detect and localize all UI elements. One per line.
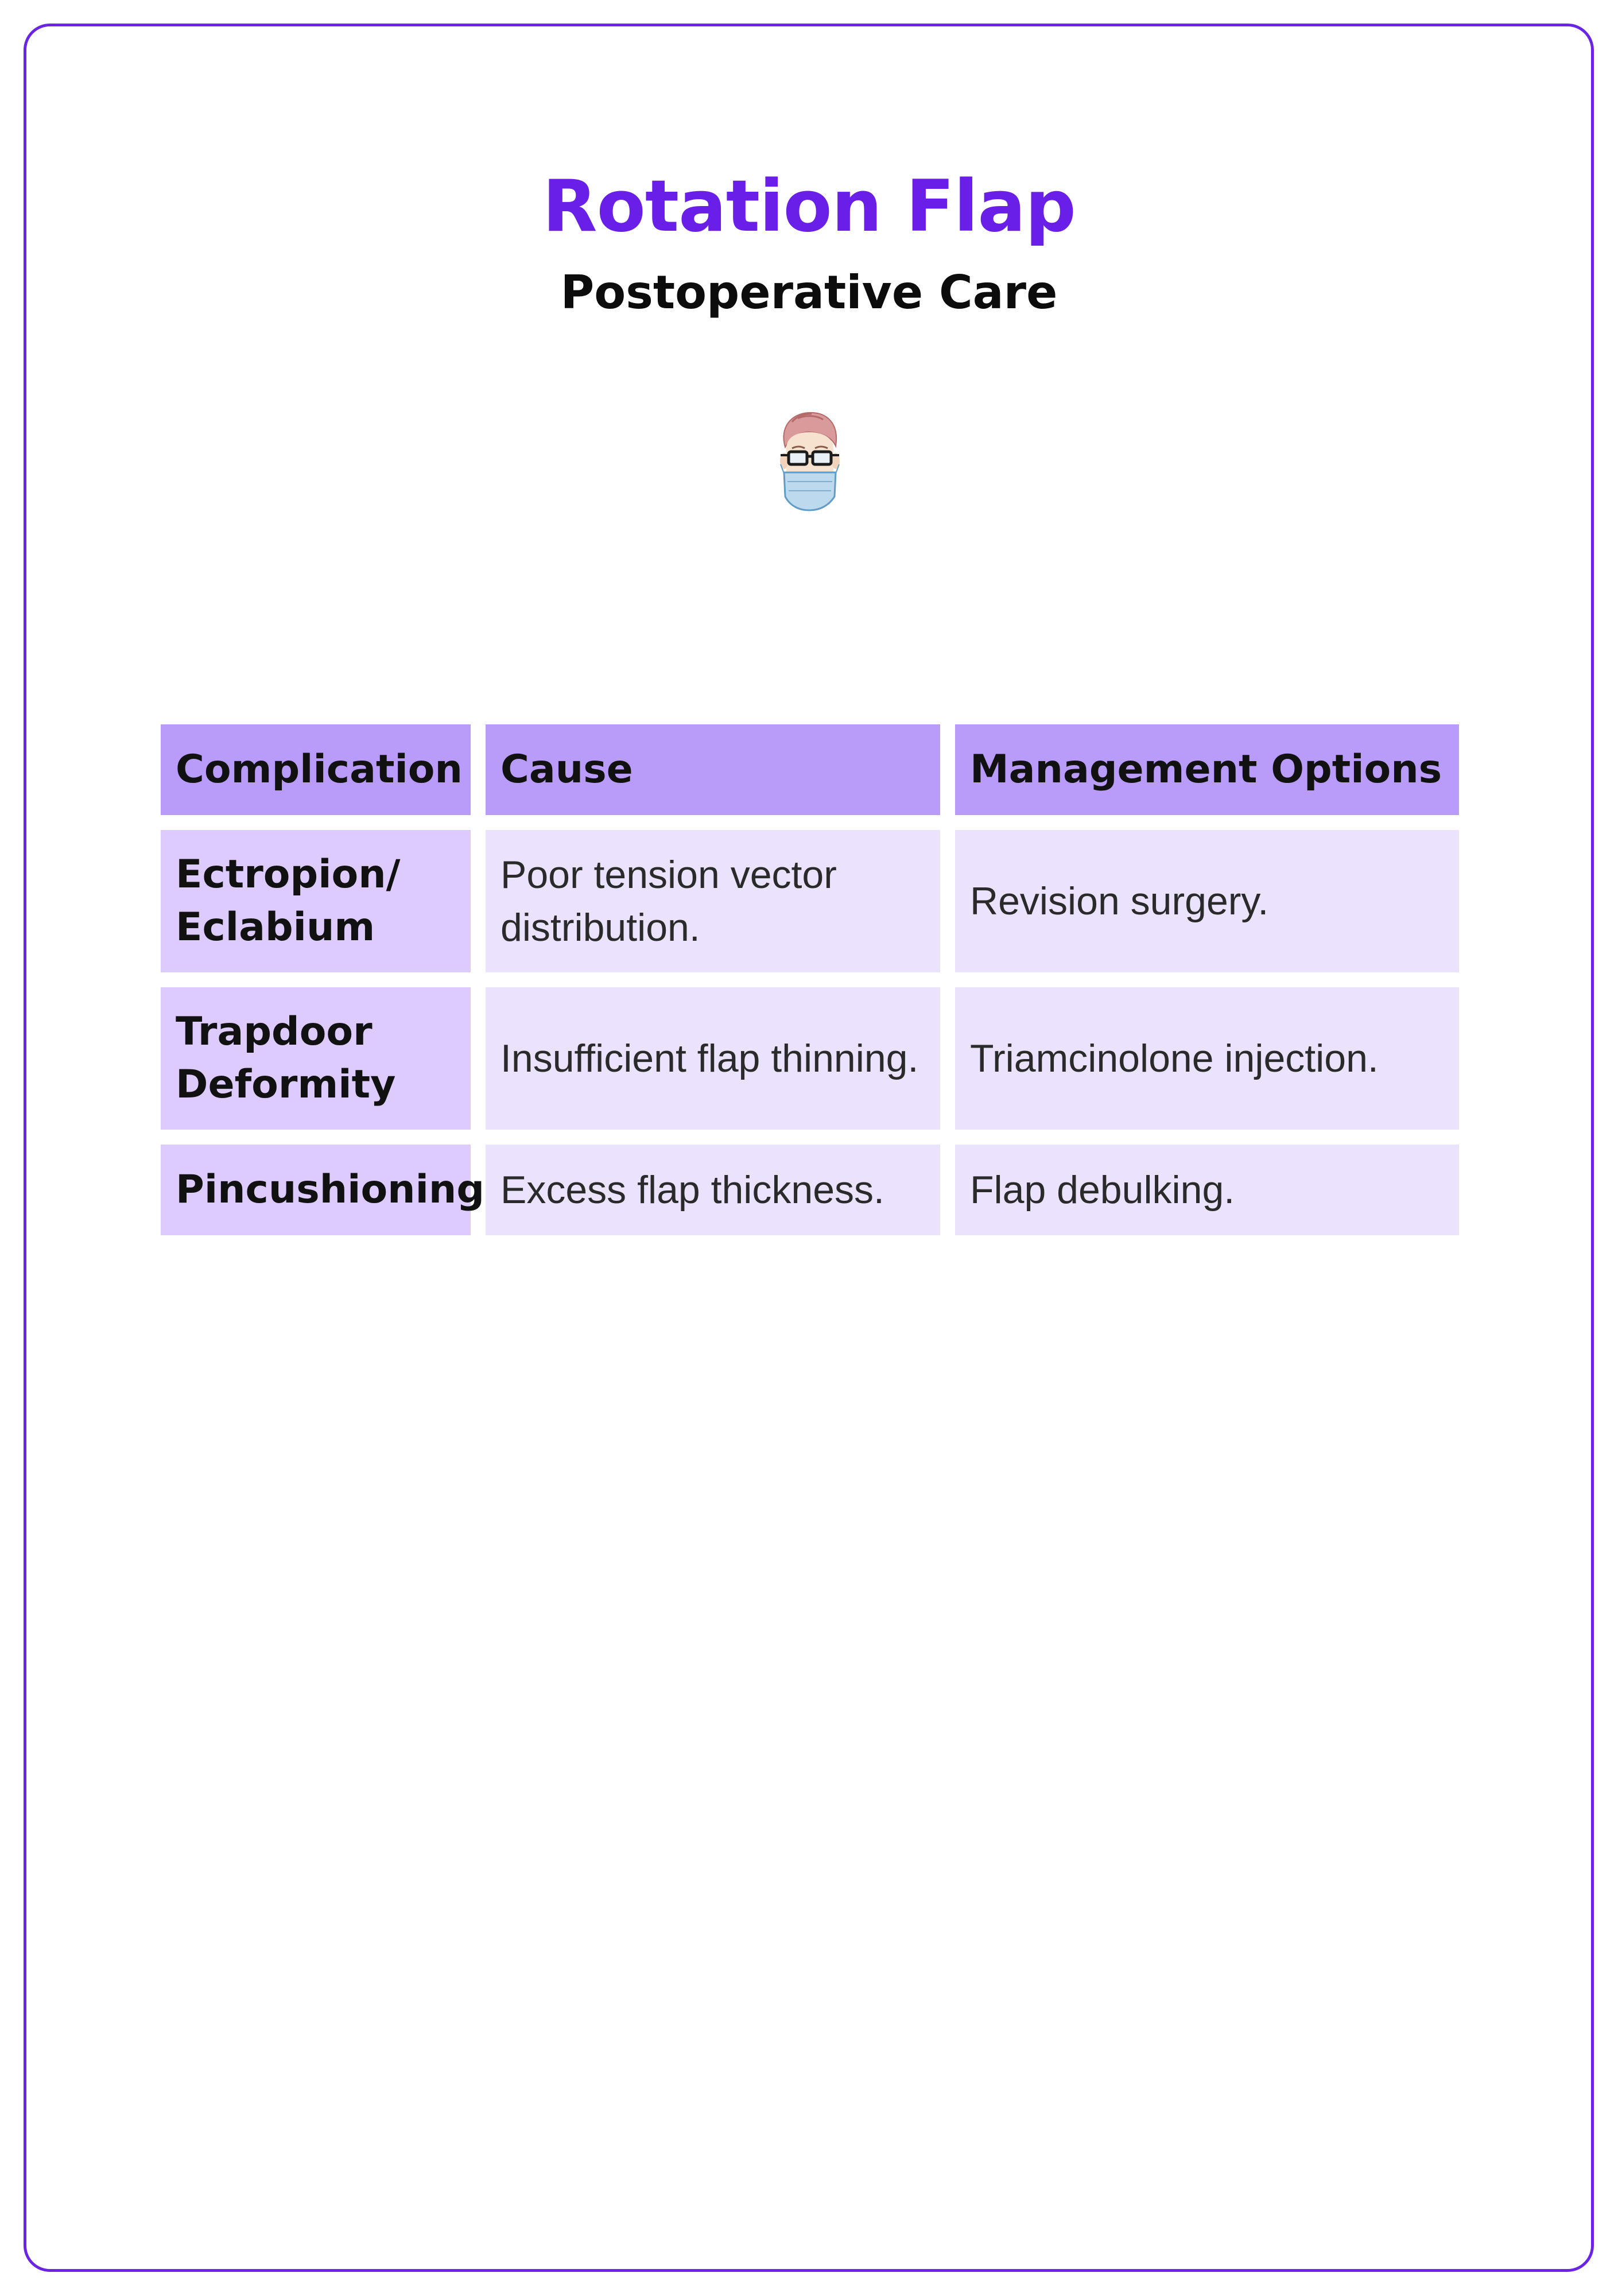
doctor-avatar-icon bbox=[763, 405, 855, 519]
complication-cell: Ectropion/ Eclabium bbox=[161, 830, 471, 972]
complication-cell: Pincushioning bbox=[161, 1145, 471, 1235]
table-row bbox=[161, 1145, 1459, 1235]
page-subtitle: Postoperative Care bbox=[560, 266, 1058, 319]
cause-cell: Excess flap thickness. bbox=[486, 1145, 940, 1235]
table-row bbox=[161, 987, 1459, 1130]
complications-table bbox=[146, 709, 1474, 1250]
cause-cell: Insufficient flap thinning. bbox=[486, 987, 940, 1130]
management-cell: Revision surgery. bbox=[955, 830, 1459, 972]
header-management-options: Management Options bbox=[955, 724, 1459, 815]
management-cell: Triamcinolone injection. bbox=[955, 987, 1459, 1130]
table-row bbox=[161, 830, 1459, 972]
header-complication: Complication bbox=[161, 724, 471, 815]
header-cause: Cause bbox=[486, 724, 940, 815]
page-title: Rotation Flap bbox=[542, 165, 1076, 248]
complication-cell: Trapdoor Deformity bbox=[161, 987, 471, 1130]
management-cell: Flap debulking. bbox=[955, 1145, 1459, 1235]
cause-cell: Poor tension vector distribution. bbox=[486, 830, 940, 972]
table-header-row bbox=[161, 724, 1459, 815]
